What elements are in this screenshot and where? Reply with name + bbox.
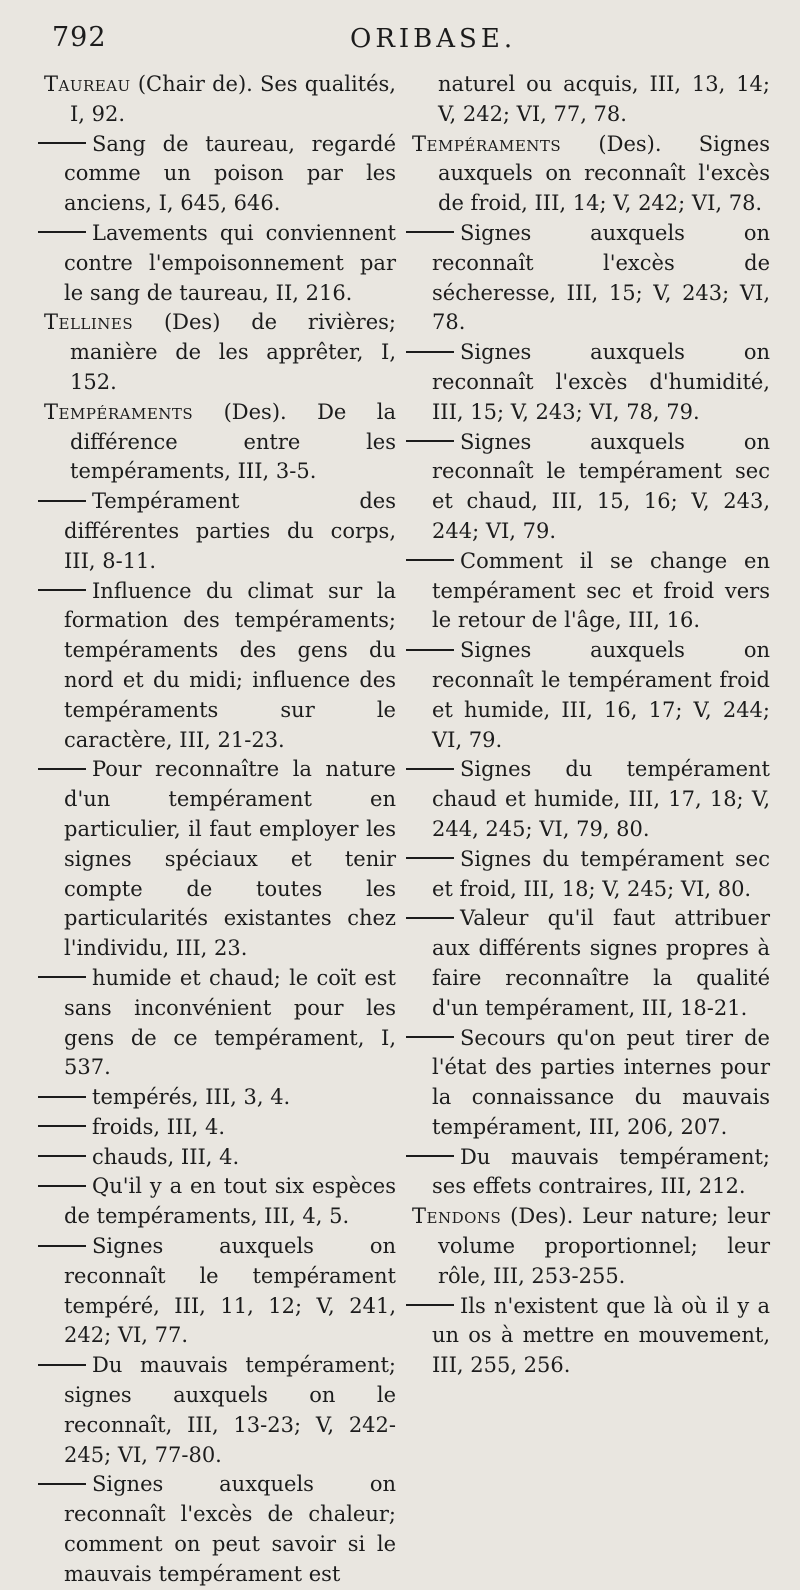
index-subentry [432, 338, 770, 427]
index-subentry [432, 219, 770, 338]
repeat-dash [406, 917, 454, 919]
entry-text: Du mauvais tempérament; ses effets contraires, III, 212. [432, 1144, 770, 1199]
headword: Tempéraments [412, 131, 562, 156]
index-entry-head [44, 70, 396, 130]
repeat-dash [38, 142, 86, 144]
entry-text: Tempérament des différentes parties du corps, III, 8-11. [64, 489, 396, 573]
repeat-dash [406, 1036, 454, 1038]
entry-text: froids, III, 4. [92, 1114, 226, 1139]
entry-text: Du mauvais tempérament; signes auxquels on le reconnaît, III, 13-23; V, 242-245; VI, 77-80. [64, 1353, 396, 1467]
repeat-dash [38, 1483, 86, 1485]
entry-text: Signes auxquels on reconnaît l'excès de sécheresse, III, 15; V, 243; VI, 78. [432, 220, 770, 335]
repeat-dash [406, 1155, 454, 1157]
index-subentry [432, 636, 770, 755]
index-subentry [64, 1172, 396, 1232]
index-subentry [64, 1232, 396, 1351]
repeat-dash [406, 857, 454, 859]
entry-text: Lavements qui conviennent contre l'empoisonnement par le sang de taureau, II, 216. [64, 220, 396, 305]
repeat-dash [38, 976, 86, 978]
repeat-dash [406, 649, 454, 651]
index-subentry [432, 1143, 770, 1203]
entry-text: naturel ou acquis, III, 13, 14; V, 242; VI, 77, 78. [438, 72, 770, 126]
index-entry-head [412, 130, 770, 219]
page-header [52, 22, 780, 62]
entry-text: Ils n'existent que là où il y a un os à mettre en mouvement, III, 255, 256. [432, 1293, 770, 1378]
repeat-dash [406, 231, 454, 233]
index-entry-continuation [438, 70, 770, 130]
repeat-dash [38, 1245, 86, 1247]
entry-text: Sang de taureau, regardé comme un poison par les anciens, I, 645, 646. [64, 131, 396, 216]
running-title: ORIBASE. [350, 24, 517, 54]
entry-text: Valeur qu'il faut attribuer aux différents signes propres à faire reconnaître la qualité d'un tempérament, III, 18-21. [432, 906, 770, 1020]
index-subentry [432, 904, 770, 1023]
entry-text: chauds, III, 4. [92, 1144, 240, 1169]
index-subentry [64, 964, 396, 1083]
entry-text: (Des). Signes auxquels on reconnaît l'excès de froid, III, 14; V, 242; VI, 78. [438, 131, 770, 216]
index-subentry [432, 547, 770, 636]
headword: Tempéraments [44, 399, 194, 424]
index-subentry [64, 1083, 396, 1113]
repeat-dash [38, 1185, 86, 1187]
right-column [412, 70, 770, 1381]
index-subentry [64, 130, 396, 219]
entry-text: Pour reconnaître la nature d'un tempérament en particulier, il faut employer les signes spéciaux et tenir compte de toutes les particularités existantes chez l'individu, III, 23. [64, 757, 396, 961]
page-number: 792 [52, 22, 107, 53]
entry-text: Signes du tempérament chaud et humide, III, 17, 18; V, 244, 245; VI, 79, 80. [432, 757, 770, 841]
index-entry-head [44, 398, 396, 487]
entry-text: (Des). De la différence entre les tempéraments, III, 3-5. [70, 399, 396, 484]
repeat-dash [38, 1096, 86, 1098]
entry-text: Signes auxquels on reconnaît le tempérament sec et chaud, III, 15, 16; V, 243, 244; VI, 79. [432, 429, 770, 543]
entry-text: Signes auxquels on reconnaît l'excès de chaleur; comment on peut savoir si le mauvais tempérament est [64, 1472, 396, 1586]
entry-text: (Chair de). Ses qualités, I, 92. [70, 72, 396, 126]
index-subentry [64, 755, 396, 964]
repeat-dash [38, 1155, 86, 1157]
entry-text: Signes auxquels on reconnaît l'excès d'humidité, III, 15; V, 243; VI, 78, 79. [432, 340, 770, 424]
headword: Tendons [412, 1204, 502, 1229]
repeat-dash [38, 589, 86, 591]
entry-text: tempérés, III, 3, 4. [92, 1085, 291, 1110]
index-subentry [64, 219, 396, 308]
repeat-dash [38, 500, 86, 502]
entry-text: humide et chaud; le coït est sans inconvénient pour les gens de ce tempérament, I, 537. [64, 965, 396, 1080]
repeat-dash [406, 440, 454, 442]
repeat-dash [38, 768, 86, 770]
index-entry-head [412, 1202, 770, 1291]
repeat-dash [406, 559, 454, 561]
index-subentry [432, 1292, 770, 1381]
index-subentry [64, 1113, 396, 1143]
entry-text: Signes du tempérament sec et froid, III, 18; V, 245; VI, 80. [432, 846, 770, 901]
entry-text: Signes auxquels on reconnaît le tempérament tempéré, III, 11, 12; V, 241, 242; VI, 77. [64, 1234, 396, 1348]
entry-text: Comment il se change en tempérament sec et froid vers le retour de l'âge, III, 16. [432, 548, 770, 633]
entry-text: Secours qu'on peut tirer de l'état des parties internes pour la connaissance du mauvais tempérament, III, 206, 207. [432, 1025, 770, 1139]
index-subentry [64, 1470, 396, 1589]
entry-text: (Des). Leur nature; leur volume proportionnel; leur rôle, III, 253-255. [438, 1204, 770, 1288]
entry-text: (Des) de rivières; manière de les apprêter, I, 152. [70, 310, 396, 394]
index-entry-head [44, 308, 396, 397]
index-subentry [432, 1024, 770, 1143]
index-subentry [432, 755, 770, 844]
repeat-dash [406, 768, 454, 770]
entry-text: Signes auxquels on reconnaît le tempérament froid et humide, III, 16, 17; V, 244; VI, 79. [432, 638, 770, 752]
headword: Taureau [44, 72, 131, 96]
entry-text: Qu'il y a en tout six espèces de tempéraments, III, 4, 5. [64, 1174, 396, 1229]
entry-text: Influence du climat sur la formation des tempéraments; tempéraments des gens du nord et du midi; influence des tempéraments sur le caractère, III, 21-23. [64, 578, 396, 752]
index-subentry [64, 577, 396, 756]
headword: Tellines [44, 310, 134, 335]
left-column [44, 70, 396, 1590]
index-subentry [64, 1351, 396, 1470]
repeat-dash [38, 1125, 86, 1127]
repeat-dash [38, 231, 86, 233]
index-subentry [432, 845, 770, 905]
repeat-dash [38, 1364, 86, 1366]
index-subentry [64, 1143, 396, 1173]
repeat-dash [406, 351, 454, 353]
index-subentry [432, 428, 770, 547]
index-subentry [64, 487, 396, 576]
repeat-dash [406, 1304, 454, 1306]
